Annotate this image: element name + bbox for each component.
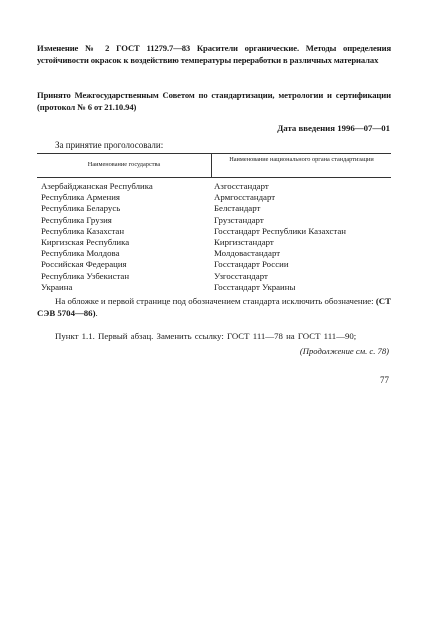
table-cell-org: Грузстандарт [214,214,264,225]
table-cell-org: Белстандарт [214,203,261,214]
cover-code: (СТ СЭВ 5704—86) [37,296,392,318]
table-cell-state: Республика Узбекистан [41,270,130,281]
table-cell-state: Республика Казахстан [41,225,125,236]
table-cell-org: Молдовастандарт [214,248,281,259]
table-header-state: Наименование государства [87,161,161,168]
amendment-title: Изменение № 2 ГОСТ 11279.7—83 Красители органические. Методы определения устойчивости окрасок к воздействию температуры переработки в различных материалах [37,43,391,65]
table-cell-state: Азербайджанская Республика [41,181,153,191]
table-cell-state: Российская Федерация [41,259,127,270]
table-cell-org: Госстандарт России [214,259,289,270]
table-cell-state: Республика Молдова [41,248,120,259]
table-header-org: Наименование национального органа стандартизации [229,156,374,163]
continuation-note: (Продолжение см. с. 78) [299,346,389,356]
table-cell-state: Республика Армения [41,192,120,203]
state-column [41,181,153,293]
table-cell-org: Армгосстандарт [214,192,276,203]
table-cell-state: Киргизская Республика [41,237,130,248]
table-top-rule [37,153,391,154]
table-cell-org: Киргизстандарт [214,237,274,248]
table-cell-state: Республика Беларусь [41,203,121,214]
table-cell-state: Республика Грузия [41,214,112,225]
effective-date: Дата введения 1996—07—01 [277,123,390,133]
org-column [214,181,346,293]
table-cell-org: Азгосстандарт [214,181,269,191]
cover-text: На обложке и первой странице под обозначением стандарта исключить обозначение: [55,296,374,306]
table-cell-org: Узгосстандарт [214,270,268,281]
table-cell-org: Госстандарт Украины [214,281,296,292]
table-header-rule [37,177,391,178]
table-cell-org: Госстандарт Республики Казахстан [214,225,346,236]
voted-intro: За принятие проголосовали: [55,140,164,150]
item-paragraph: Пункт 1.1. Первый абзац. Заменить ссылку: ГОСТ 111—78 на ГОСТ 111—90; [55,331,357,341]
page-number: 77 [380,375,389,385]
cover-paragraph [37,296,391,319]
cover-end: . [95,307,98,318]
table-cell-state: Украина [41,281,73,292]
adoption-note: Принято Межгосударственным Советом по стандартизации, метрологии и сертификации (протокол № 6 от 21.10.94) [37,90,391,112]
